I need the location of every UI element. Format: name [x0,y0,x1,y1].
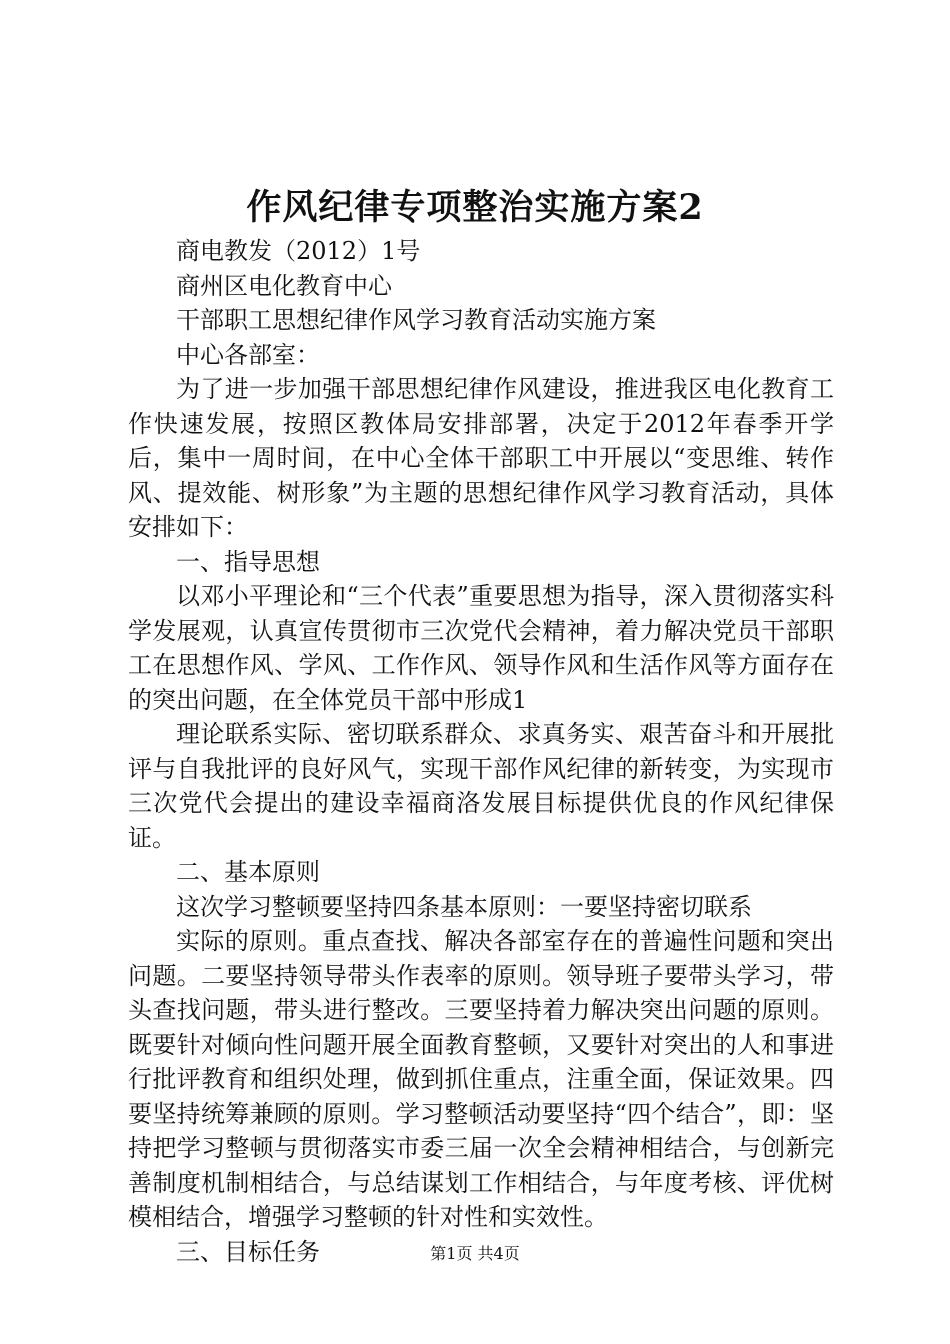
salutation: 中心各部室： [176,340,320,369]
issuing-organization: 商州区电化教育中心 [176,271,392,300]
section-heading-goals-tasks: 三、目标任务 [176,1237,320,1266]
intro-paragraph: 为了进一步加强干部思想纪律作风建设，推进我区电化教育工作快速发展，按照区教体局安排部署，决定于2012年春季开学后，集中一周时间，在中心全体干部职工中开展以“变思维、转作风、提效能、树形象”为主题的思想纪律作风学习教育活动，具体安排如下： [128,375,834,541]
guiding-ideology-paragraph: 以邓小平理论和“三个代表”重要思想为指导，深入贯彻落实科学发展观，认真宣传贯彻市三次党代会精神，着力解决党员干部职工在思想作风、学风、工作作风、领导作风和生活作风等方面存在的突出问题，在全体党员干部中形成1 [128,582,834,714]
document-title: 作风纪律专项整治实施方案2 [246,187,704,228]
section-heading-guiding-ideology: 一、指导思想 [176,547,320,576]
document-body [128,234,834,1269]
document-number: 商电教发（2012）1号 [176,237,421,265]
guiding-ideology-continued-paragraph: 理论联系实际、密切联系群众、求真务实、艰苦奋斗和开展批评与自我批评的良好风气，实现干部作风纪律的新转变，为实现市三次党代会提出的建设幸福商洛发展目标提供优良的作风纪律保证。 [128,720,834,852]
page-footer: 第1页 共4页 [430,1244,520,1263]
section-heading-basic-principles: 二、基本原则 [176,858,320,886]
plan-subtitle: 干部职工思想纪律作风学习教育活动实施方案 [176,306,656,334]
basic-principles-intro: 这次学习整顿要坚持四条基本原则：一要坚持密切联系 [176,892,752,921]
basic-principles-paragraph: 实际的原则。重点查找、解决各部室存在的普遍性问题和突出问题。二要坚持领导带头作表率的原则。领导班子要带头学习，带头查找问题，带头进行整改。三要坚持着力解决突出问题的原则。既要针对倾向性问题开展全面教育整顿，又要针对突出的人和事进行批评教育和组织处理，做到抓住重点，注重全面，保证效果。四要坚持统筹兼顾的原则。学习整顿活动要坚持“四个结合”，即：坚持把学习整顿与贯彻落实市委三届一次全会精神相结合，与创新完善制度机制相结合，与总结谋划工作相结合，与年度考核、评优树模相结合，增强学习整顿的针对性和实效性。 [128,927,834,1231]
